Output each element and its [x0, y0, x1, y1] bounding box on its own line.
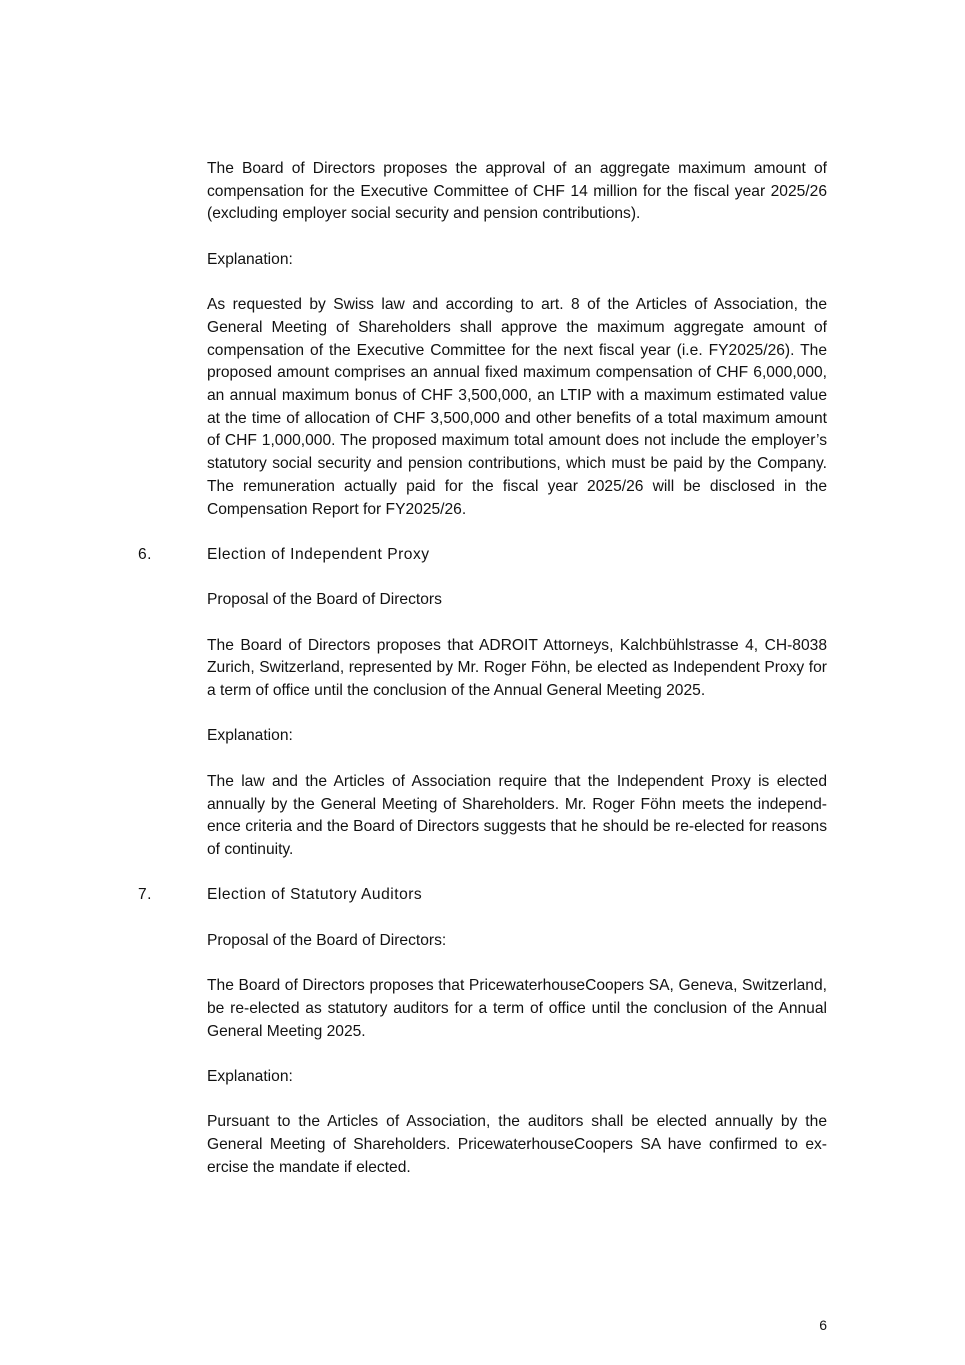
section5-explanation-text: As requested by Swiss law and according to art. 8 of the Articles of Association, the General Meeting of Shareholders shall approve the maximum aggregate amount of compensation of the Executive Committee for the next fiscal year (i.e. FY2025/26). The proposed amount comprises an annual fixed maximum compensation of CHF 6,000,000, an annual maximum bonus of CHF 3,500,000, an LTIP with a maximum estimated value at the time of allocation of CHF 3,500,000 and other benefits of a total maximum amount of CHF 1,000,000. The proposed maximum total amount does not include the employer’s statutory social security and pension contributions, which must be paid by the Company. The remuneration actually paid for the fiscal year 2025/26 will be disclosed in the Compensation Report for FY2025/26. — [207, 296, 827, 518]
section7-proposal-label: Proposal of the Board of Directors: — [207, 931, 447, 949]
section6-heading — [138, 544, 827, 567]
section5-explanation-label: Explanation: — [207, 250, 293, 268]
section6-proposal-text: The Board of Directors proposes that ADROIT Attorneys, Kalchbühlstrasse 4, CH-8038 Zurich, Switzerland, represented by Mr. Roger Föhn, be elected as Independent Proxy for a term of office until the conclusion of the Annual General Meeting 2025. — [207, 636, 827, 700]
page-number: 6 — [819, 1317, 827, 1333]
section6-title: Election of Independent Proxy — [207, 545, 430, 563]
section7-heading — [138, 884, 827, 907]
section7-explanation-label: Explanation: — [207, 1067, 293, 1085]
document-body — [138, 158, 827, 1202]
section6-explanation-label: Explanation: — [207, 727, 293, 745]
section7-number: 7. — [138, 886, 153, 904]
section7-proposal-text: The Board of Directors proposes that PricewaterhouseCoopers SA, Geneva, Switzerland, be re-elected as statutory auditors for a term of office until the conclusion of the Annual General Meeting 2025. — [207, 977, 827, 1040]
section6-explanation-text: The law and the Articles of Association require that the Independent Proxy is elected annually by the General Meeting of Shareholders. Mr. Roger Föhn meets the independence criteria and the Board of Directors suggests that he should be re-elected for reasons of continuity. — [207, 772, 827, 858]
section6-number: 6. — [138, 545, 153, 563]
section6-proposal-label: Proposal of the Board of Directors — [207, 591, 442, 609]
section5-proposal-text: The Board of Directors proposes the approval of an aggregate maximum amount of compensation for the Executive Committee of CHF 14 million for the fiscal year 2025/26 (excluding employer social security and pension contributions). — [207, 160, 827, 223]
section7-title: Election of Statutory Auditors — [207, 886, 423, 904]
section7-explanation-text: Pursuant to the Articles of Association, the auditors shall be elected annually by the General Meeting of Shareholders. PricewaterhouseCoopers SA have confirmed to exercise the mandate if elected. — [207, 1113, 827, 1176]
